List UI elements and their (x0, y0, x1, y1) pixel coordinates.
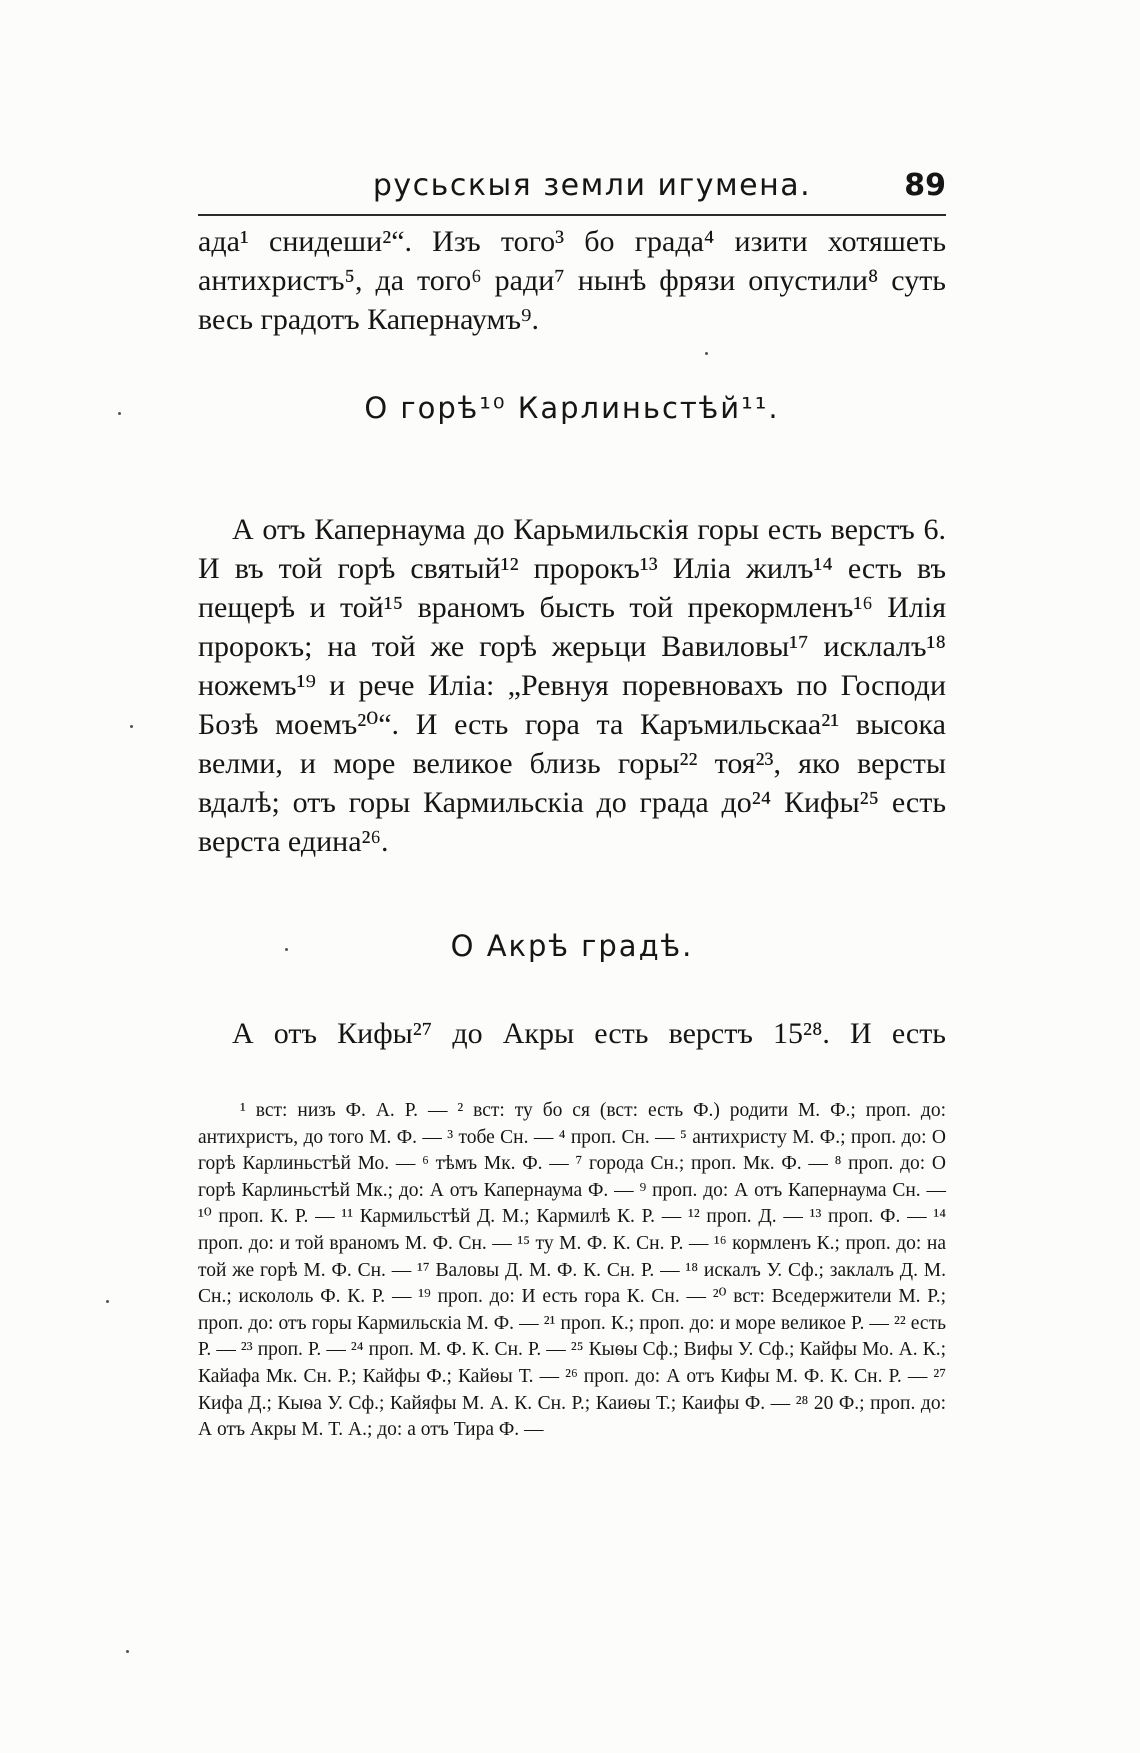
scan-speck (126, 1650, 129, 1653)
scan-speck (118, 412, 121, 415)
scan-speck (285, 948, 288, 951)
paragraph-1: ада¹ снидеши²“. Изъ того³ бо града⁴ изити хотяшеть антихристъ⁵, да того⁶ ради⁷ нынѣ фрязи опустили⁸ суть весь градотъ Капернаумъ⁹. (198, 225, 946, 336)
scan-speck (130, 725, 133, 728)
scan-speck (106, 1300, 109, 1303)
running-head-title: русьскыя земли игумена. (372, 168, 812, 203)
section-heading-acre: О Акрѣ градѣ. (450, 929, 694, 963)
page-number: 89 (904, 168, 946, 203)
running-head (198, 168, 946, 214)
header-rule (198, 214, 946, 216)
paragraph-2: А отъ Капернаума до Карьмильскія горы есть верстъ 6. И въ той горѣ святый¹² пророкъ¹³ Иліа жилъ¹⁴ есть въ пещерѣ и той¹⁵ враномъ бысть той прекормленъ¹⁶ Илія пророкъ; на той же горѣ жерьци Вавиловы¹⁷ исклалъ¹⁸ ножемъ¹⁹ и рече Иліа: „Ревнуя поревновахъ по Господи Бозѣ моемъ²⁰“. И есть гора та Каръмильскаа²¹ высока велми, и море великое близь горы²² тоя²³, яко версты вдалѣ; отъ горы Кармильскіа до града до²⁴ Кифы²⁵ есть верста едина²⁶. (198, 513, 946, 858)
scan-speck (705, 352, 708, 355)
section-heading-mount-carmel: О горѣ¹⁰ Карлиньстѣй¹¹. (364, 391, 780, 425)
footnotes (198, 1098, 946, 1444)
footnotes-text: ¹ вст: низъ Ф. А. Р. — ² вст: ту бо ся (вст: есть Ф.) родити М. Ф.; проп. до: антихристъ, до того М. Ф. — ³ тобе Сн. — ⁴ проп. Сн. — ⁵ антихристу М. Ф.; проп. до: О горѣ Карлиньстѣй Мо. — ⁶ тѣмъ Мк. Ф. — ⁷ города Сн.; проп. Мк. Ф. — ⁸ проп. до: О горѣ Карлиньстѣй Мк.; до: А отъ Капернаума Ф. — ⁹ проп. до: А отъ Капернаума Сн. — ¹⁰ проп. К. Р. — ¹¹ Кармильстѣй Д. М.; Кармилѣ К. Р. — ¹² проп. Д. — ¹³ проп. Ф. — ¹⁴ проп. до: и той враномъ М. Ф. Сн. — ¹⁵ ту М. Ф. К. Сн. Р. — ¹⁶ кормленъ К.; проп. до: на той же горѣ М. Ф. Сн. — ¹⁷ Валовы Д. М. Ф. К. Сн. Р. — ¹⁸ искалъ У. Сф.; заклалъ Д. М. Сн.; искололь Ф. К. Р. — ¹⁹ проп. до: И есть гора К. Сн. — ²⁰ вст: Вседержители М. Р.; проп. до: отъ горы Кармильскіа М. Ф. — ²¹ проп. К.; проп. до: и море великое Р. — ²² есть Р. — ²³ проп. Р. — ²⁴ проп. М. Ф. К. Сн. Р. — ²⁵ Кыѳы Сф.; Вифы У. Сф.; Кайфы Мо. А. К.; Кайафа Мк. Сн. Р.; Кайфы Ф.; Кайѳы Т. — ²⁶ проп. до: А отъ Кифы М. Ф. К. Сн. Р. — ²⁷ Кифа Д.; Кыѳа У. Сф.; Кайяфы М. А. К. Сн. Р.; Каиѳы Т.; Каифы Ф. — ²⁸ 20 Ф.; проп. до: А отъ Акры М. Т. А.; до: а отъ Тира Ф. — (198, 1100, 946, 1441)
paragraph-3: А отъ Кифы²⁷ до Акры есть верстъ 15²⁸. И есть (232, 1017, 946, 1050)
